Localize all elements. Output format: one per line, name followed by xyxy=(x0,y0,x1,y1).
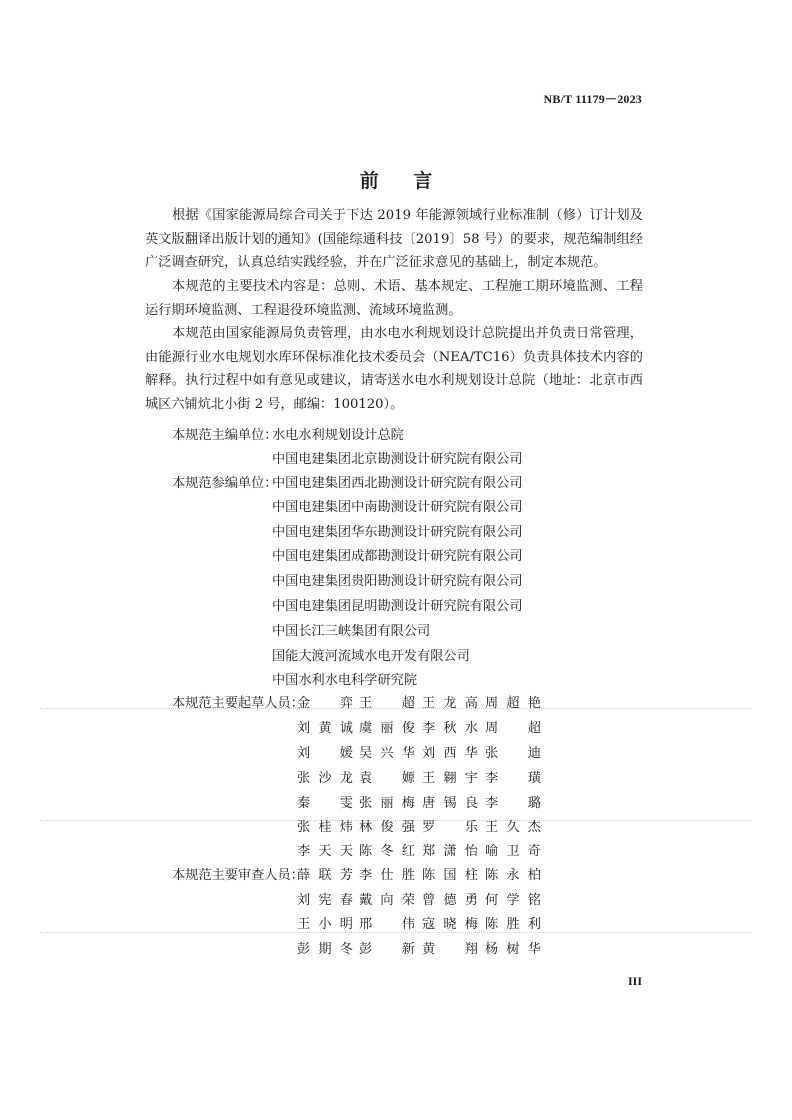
reviewer-name: 戴向荣 xyxy=(359,893,415,908)
drafter-name: 秦 雯 xyxy=(297,796,353,811)
drafter-name: 郑潇怡 xyxy=(422,844,478,859)
reviewer-name: 李仕胜 xyxy=(359,868,415,883)
reviewer-name: 刘宪春 xyxy=(297,893,353,908)
drafter-name: 刘 媛 xyxy=(297,746,353,761)
drafters-label: 本规范主要起草人员： xyxy=(172,696,304,711)
participant-unit: 中国电建集团昆明勘测设计研究院有限公司 xyxy=(272,599,523,614)
drafter-name: 李天天 xyxy=(297,844,353,859)
reviewer-name: 彭期冬 xyxy=(297,942,353,957)
reviewer-name: 陈国柱 xyxy=(422,868,478,883)
paragraph-content: 本规范的主要技术内容是：总则、术语、基本规定、工程施工期环境监测、工程运行期环境监测、工程退役环境监测、流域环境监测。 xyxy=(145,279,643,318)
drafter-name: 张 迪 xyxy=(485,746,541,761)
chief-editor-label: 本规范主编单位： xyxy=(172,428,278,443)
drafter-name: 喻卫奇 xyxy=(485,844,541,859)
drafter-name: 周 超 xyxy=(485,721,541,736)
chief-editor-unit: 水电水利规划设计总院 xyxy=(272,428,404,443)
reviewer-name: 邢 伟 xyxy=(359,917,415,932)
reviewer-name: 寇晓梅 xyxy=(422,917,478,932)
participant-label: 本规范参编单位： xyxy=(172,476,278,491)
drafter-name: 张丽梅 xyxy=(359,796,415,811)
participant-unit: 中国电建集团贵阳勘测设计研究院有限公司 xyxy=(272,574,523,589)
participant-unit: 中国电建集团华东勘测设计研究院有限公司 xyxy=(272,525,523,540)
participant-unit: 中国水利水电科学研究院 xyxy=(272,673,418,688)
participant-unit: 中国电建集团西北勘测设计研究院有限公司 xyxy=(272,476,523,491)
participant-unit: 中国电建集团成都勘测设计研究院有限公司 xyxy=(272,549,523,564)
participant-unit: 国能大渡河流域水电开发有限公司 xyxy=(272,649,470,664)
paragraph-management: 本规范由国家能源局负责管理，由水电水利规划设计总院提出并负责日常管理，由能源行业水电规划水库环保标准化技术委员会（NEA/TC16）负责具体技术内容的解释。执行过程中如有意见或建议，请寄送水电水利规划设计总院（地址：北京市西城区六铺炕北小街 2 号，邮编：100120）。 xyxy=(145,326,643,412)
reviewer-name: 陈胜利 xyxy=(485,917,541,932)
drafter-name: 李 璐 xyxy=(485,796,541,811)
reviewer-name: 曾德勇 xyxy=(422,893,478,908)
chief-editor-unit: 中国电建集团北京勘测设计研究院有限公司 xyxy=(272,452,523,467)
page-number: III xyxy=(627,974,642,988)
drafter-name: 王翱宇 xyxy=(422,771,478,786)
drafter-name: 张桂炜 xyxy=(297,820,353,835)
reviewer-name: 彭 新 xyxy=(359,942,415,957)
drafter-name: 李 璜 xyxy=(485,771,541,786)
drafter-name: 刘西华 xyxy=(422,746,478,761)
drafter-name: 刘黄诚 xyxy=(297,721,353,736)
drafter-name: 李秋水 xyxy=(422,721,478,736)
drafter-name: 吴兴华 xyxy=(359,746,415,761)
participant-unit: 中国电建集团中南勘测设计研究院有限公司 xyxy=(272,500,523,515)
drafter-name: 唐锡良 xyxy=(422,796,478,811)
drafter-name: 王龙高 xyxy=(422,696,478,711)
drafter-name: 王 超 xyxy=(359,696,415,711)
reviewer-name: 黄 翔 xyxy=(422,942,478,957)
drafter-name: 林俊强 xyxy=(359,820,415,835)
drafter-name: 罗 乐 xyxy=(422,820,478,835)
participant-unit: 中国长江三峡集团有限公司 xyxy=(272,624,431,639)
reviewer-name: 王小明 xyxy=(297,917,353,932)
reviewer-name: 杨树华 xyxy=(485,942,541,957)
drafter-name: 袁 嫄 xyxy=(359,771,415,786)
reviewer-name: 薛联芳 xyxy=(297,868,353,883)
drafter-name: 陈冬红 xyxy=(359,844,415,859)
drafter-name: 周超艳 xyxy=(485,696,541,711)
drafter-name: 虞丽俊 xyxy=(359,721,415,736)
paragraph-basis: 根据《国家能源局综合司关于下达 2019 年能源领域行业标准制（修）订计划及英文版翻译出版计划的通知》(国能综通科技〔2019〕58 号）的要求，规范编制组经广泛调查研究，认真总结实践经验，并在广泛征求意见的基础上，制定本规范。 xyxy=(145,208,643,270)
drafter-name: 王久杰 xyxy=(485,820,541,835)
standard-code: NB/T 11179－2023 xyxy=(543,92,642,106)
reviewer-name: 陈永柏 xyxy=(485,868,541,883)
reviewer-name: 何学铭 xyxy=(485,893,541,908)
page-title: 前 言 xyxy=(359,170,447,192)
drafter-name: 张沙龙 xyxy=(297,771,353,786)
drafter-name: 金 弈 xyxy=(297,696,353,711)
reviewers-label: 本规范主要审查人员： xyxy=(172,868,304,883)
